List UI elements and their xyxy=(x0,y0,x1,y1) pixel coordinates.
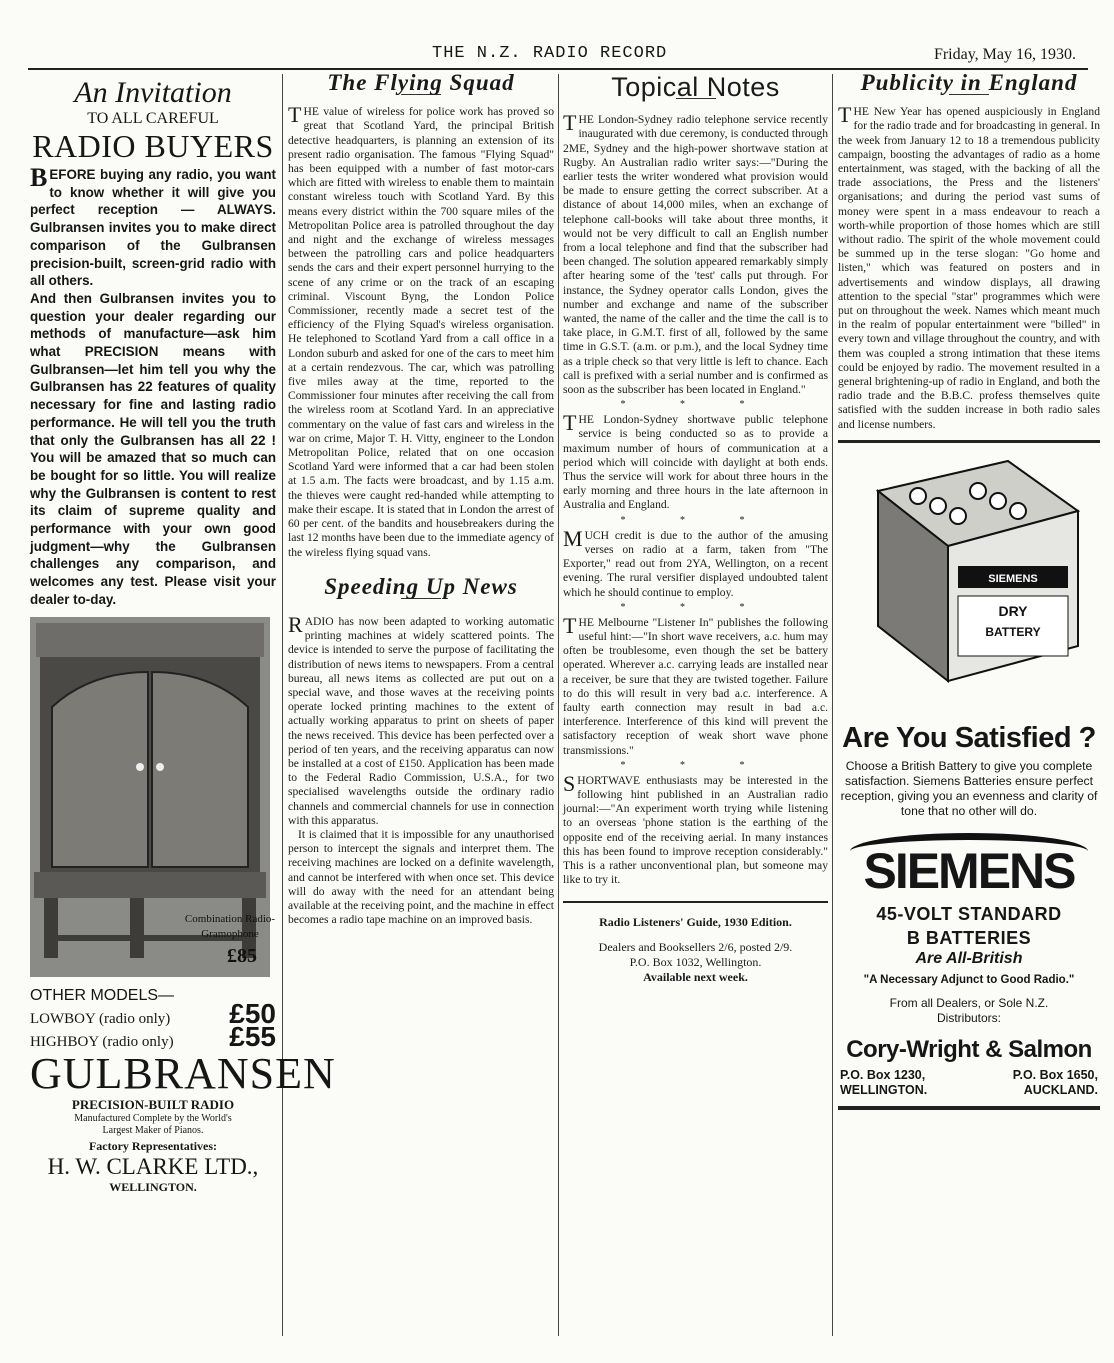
ad-subheadline: TO ALL CAREFUL xyxy=(87,110,219,127)
note-item xyxy=(563,525,828,600)
battery-name: B BATTERIES xyxy=(906,927,1032,948)
article-body xyxy=(288,611,554,828)
company-city: WELLINGTON. xyxy=(109,1179,197,1194)
battery-kind: BATTERY xyxy=(985,624,1041,639)
highboy-price: £55 xyxy=(229,1020,276,1052)
section-rule xyxy=(563,901,828,903)
radio-cabinet-illustration xyxy=(30,617,276,977)
article-text: HE value of wireless for police work has proved so great that Scotland Yard, the principal British detective headquarters, is planning an extension of its present radio organisation. The famous "Flying Squad" has been equipped with a number of fast motor-cars which are fitted with wireless to enable them to maintain constant wireless touch with Scotland Yard. By this means every district within the 700 square miles of the Metropolitan Police area is patrolled throughout the day and night and the exchange of wireless messages between the patrolling cars and police headquarters sends the cars and their expert personnel hurrying to the scene of any crime or on the track of an escaping criminal. Viscount Byng, the London Police Commissioner, recently made a secret test of the efficiency of the Flying Squad's wireless organisation. He telephoned to Scotland Yard from a call office in a London suburb and asked for one of the cars to meet him at a certain rendezvous. The car, which was patrolling five miles away at the time, reported to the Commissioner four minutes after receiving the call from the wireless room at Scotland Yard. In an appreciative commentary on the value of fast cars and wireless in the war on crime, Major T. H. Vitty, engineer to the London Metropolitan Police, related that on one occasion Scotland Yard were informed that a car had been stolen at 1.5 a.m. The facts were broadcast, and by 1.15 a.m. the thieves were caught red-handed while attempting to make their escape. It is stated that in London the arrest of 60 per cent. of the bandits and housebreakers during the last 12 months have been due to the immediate agency of the wireless flying squad vans. xyxy=(288,105,554,559)
article-text: HE New Year has opened auspiciously in England for the radio trade and for broadcasting in general. In the week from January 12 to 18 a tremendous publicity campaign, boosting the advantages of radio as a home entertainment, was staged, with the backing of all the trade associations, the Press and the listeners' organisations; and during the period vast sums of money were spent in a mass endeavour to reach a worth-while proportion of those homes which are still without radio. The spirit of the whole movement could be summed up in the terse slogan: "Go home and listen," which was featured on posters and in advertisements and window displays, all drawing attention to the special "star" programmes which were put on throughout the week. Names which meant much in the realm of popular entertainment were "billed" in every town and village throughout the country, and with them was coupled a strong intimation that these items could be enjoyed by radio. The movement resulted in a general brightening-up of radio in England, and both the radio trade and the B.B.C. profess themselves quite satisfied with the sudden increase in both radio sales and license numbers. xyxy=(838,105,1100,431)
separator-stars: * * * xyxy=(620,601,771,613)
article-title: The Flying Squad xyxy=(327,70,515,95)
battery-illustration xyxy=(838,451,1100,721)
article-title: Speeding Up News xyxy=(324,573,518,599)
distributor-addresses xyxy=(838,1068,1100,1098)
address-line: WELLINGTON. xyxy=(840,1082,928,1097)
brand-subtitle: PRECISION-BUILT RADIO xyxy=(71,1096,235,1112)
dropcap: S xyxy=(563,770,576,796)
column-four xyxy=(838,70,1100,1338)
radio-cabinet-image xyxy=(30,617,276,977)
dropcap: T xyxy=(838,102,852,128)
column-three xyxy=(563,72,828,1338)
column-divider xyxy=(558,74,559,1336)
note-text: HE Melbourne "Listener In" publishes the following useful hint:—"In short wave receivers, a.c. hum may often be troublesome, even though the set be battery operated. Wherever a.c. carrying leads are installed near a receiver, be sure that they are twisted together. Failure to do this will result in very bad a.c. interference. A faulty earth connection may result in bad a.c. interference. Interference of this kind will prevent the satisfactory reception of weak short wave phone transmissions." xyxy=(563,615,828,757)
address-line: AUCKLAND. xyxy=(1023,1082,1098,1097)
guide-line: Available next week. xyxy=(643,970,748,985)
separator-stars: * * * xyxy=(620,759,771,771)
lowboy-label: LOWBOY (radio only) xyxy=(30,1010,171,1027)
ad-border xyxy=(838,440,1100,443)
article-paragraph: It is claimed that it is impossible for any unauthorised person to intercept the signals and interpret them. The receiving machines are locked on a definite wavelength, and cannot be interfered with when once set. This device will do away with the need for an attendant being available at the receiving point, and the machine in effect becomes a radio tape machine on an improved basis. xyxy=(288,827,554,927)
lowboy-price: £50 xyxy=(229,997,276,1029)
note-item xyxy=(563,110,828,397)
column-divider xyxy=(282,74,283,1336)
masthead: THE N.Z. RADIO RECORD xyxy=(432,44,668,63)
article-body xyxy=(838,102,1100,432)
distributors-line: From all Dealers, or Sole N.Z. xyxy=(889,995,1049,1010)
siemens-advertisement xyxy=(838,451,1100,1110)
caption-line-1: Combination Radio- xyxy=(184,912,276,925)
ad-quote: "A Necessary Adjunct to Good Radio." xyxy=(863,973,1075,986)
address-line: P.O. Box 1230, xyxy=(840,1067,926,1082)
dropcap: B xyxy=(30,163,48,192)
battery-type: DRY xyxy=(998,602,1028,619)
dropcap: T xyxy=(288,102,302,128)
company-name: H. W. CLARKE LTD., xyxy=(47,1153,259,1179)
highboy-label: HIGHBOY (radio only) xyxy=(30,1033,174,1050)
separator-stars: * * * xyxy=(620,514,771,526)
dropcap: T xyxy=(563,110,577,136)
maker-line: Largest Maker of Pianos. xyxy=(102,1124,204,1136)
maker-line: Manufactured Complete by the World's xyxy=(74,1112,232,1124)
note-text: HORTWAVE enthusiasts may be interested in the following hint published in an Australian radio journal:—"An experiment worth trying while listening to an overseas 'phone station is the earthing of the opposite end of the receiving aerial. In many instances this has been found to improve reception considerably." This is a rather unconventional plan, but someone may like to try it. xyxy=(563,773,828,887)
section-title: Topical Notes xyxy=(611,72,780,102)
ad-body xyxy=(30,163,276,609)
dropcap: T xyxy=(563,612,577,638)
battery-voltage: 45-VOLT STANDARD xyxy=(876,903,1062,924)
dropcap: T xyxy=(563,410,577,436)
distributor-company: Cory-Wright & Salmon xyxy=(846,1035,1092,1063)
article-body xyxy=(288,102,554,560)
guide-line: Dealers and Booksellers 2/6, posted 2/9. xyxy=(598,940,793,955)
caption-line-2: Gramophone xyxy=(201,927,259,940)
gulbransen-advertisement xyxy=(30,76,336,1338)
note-text: HE London-Sydney shortwave public telephone service is being conducted so as to provide a maximum number of hours of communication at a period which will coincide with daylight at both ends. Thus the service will work for about three hours in the early morning and three hours in the late afternoon in Australia and England. xyxy=(563,413,828,512)
address-line: P.O. Box 1650, xyxy=(1012,1067,1098,1082)
ad-paragraph: EFORE buying any radio, you want to know whether it will give you perfect reception — ALWAYS. Gulbransen invites you to make direct comparison of the Gulbransen precision-built, screen-grid radio with all others. xyxy=(30,167,276,289)
ad-headline: Are You Satisfied ? xyxy=(842,721,1096,754)
ad-body: Choose a British Battery to give you complete satisfaction. Siemens Batteries ensure perfect reception, giving you an evenness and clarity of tone that no other will do. xyxy=(840,758,1098,818)
ad-headline: An Invitation xyxy=(74,76,232,109)
battery-image xyxy=(838,451,1100,721)
distributors-line: Distributors: xyxy=(936,1010,1001,1025)
combination-price: £85 xyxy=(227,944,257,967)
factory-representatives-label: Factory Representatives: xyxy=(88,1138,218,1153)
guide-line: P.O. Box 1032, Wellington. xyxy=(629,955,762,970)
other-models-label: OTHER MODELS— xyxy=(30,986,175,1004)
article-title: Publicity in England xyxy=(860,70,1078,95)
ad-main-headline: RADIO BUYERS xyxy=(32,128,274,164)
ad-bottom-border xyxy=(838,1106,1100,1110)
gulbransen-logo: GULBRANSEN xyxy=(30,1048,336,1098)
all-british-tagline: Are All-British xyxy=(915,949,1023,967)
dropcap: M xyxy=(563,525,583,551)
column-divider xyxy=(832,74,833,1336)
ad-paragraph: And then Gulbransen invites you to question your dealer regarding our methods of manufacture—ask him what PRECISION means with Gulbransen—let him tell you why the Gulbransen has 22 features of quality necessary for fine and lasting radio performance. He will tell you the truth that only the Gulbransen has all 22 ! You will be amazed that so much can be bought for so little. You will realize why the Gulbransen is content to rest its claim of supreme quality and performance with your own good judgment—why the Gulbransen challenges any comparison, and welcomes any test. Please visit your dealer to-day. xyxy=(30,290,276,607)
dropcap: R xyxy=(288,611,303,637)
note-text: UCH credit is due to the author of the amusing verses on radio at a farm, taken from "The Exporter," read out from 2YA, Wellington, on a recent evening. The rural versifier displayed undoubted talent which he should continue to employ. xyxy=(563,528,828,599)
battery-brand: SIEMENS xyxy=(988,572,1038,585)
listeners-guide-notice xyxy=(563,915,828,985)
note-item xyxy=(563,612,828,758)
other-models xyxy=(30,987,276,1051)
page-header xyxy=(0,0,1114,72)
siemens-logo: SIEMENS xyxy=(850,833,1088,898)
note-text: HE London-Sydney radio telephone service recently inaugurated with due ceremony, is conducted through 2ME, Sydney and the high-power shortwave station at Rugby. An Australian radio writer says:—"During the earlier tests the writer wondered what provision would be made to ensure getting the correct subscriber. At a distance of about 14,000 miles, when an exchange of telephone call-books will take about three months, it would not be very difficult to call an English number from a local telephone and find that the subscriber had been changed. The solution appeared remarkably simply after hearing some of the 'test' calls put through. For instance, the Sydney operator calls London, gives the number and exchange and name of the subscriber wanted, the name of the caller and the time the call is to take place, in G.M.T. first of all, followed by the same time in G.S.T. (a.m. or p.m.), and the local Sydney time as a triple check so that very little is left to chance. Each call is prefixed with a serial number and is confirmed as soon as the subscriber has been located in England." xyxy=(563,113,828,397)
column-two xyxy=(288,70,554,1338)
note-item xyxy=(563,410,828,512)
siemens-logo-block xyxy=(850,833,1088,898)
article-text: ADIO has now been adapted to working automatic printing machines at widely scattered points. The device is intended to serve the purpose of facilitating the distribution of news items to newspapers. From a central bureau, all news items as collected are put out on a special wave, and those waves at the receiving points operate locked printing machines to the extent of actually working apparatus to print on sheets of paper the news received. This device has been perfected over a period of ten years, and the receiving apparatus can now be installed at a cost of £150. Application has been made to the Federal Radio Commission, U.S.A., for two specialised wavelengths outside the ordinary radio channels and commercial channels for use in connection with this apparatus. xyxy=(288,614,554,827)
guide-title: Radio Listeners' Guide, 1930 Edition. xyxy=(599,915,792,930)
issue-date: Friday, May 16, 1930. xyxy=(933,46,1076,63)
separator-stars: * * * xyxy=(620,399,771,411)
note-item xyxy=(563,770,828,888)
